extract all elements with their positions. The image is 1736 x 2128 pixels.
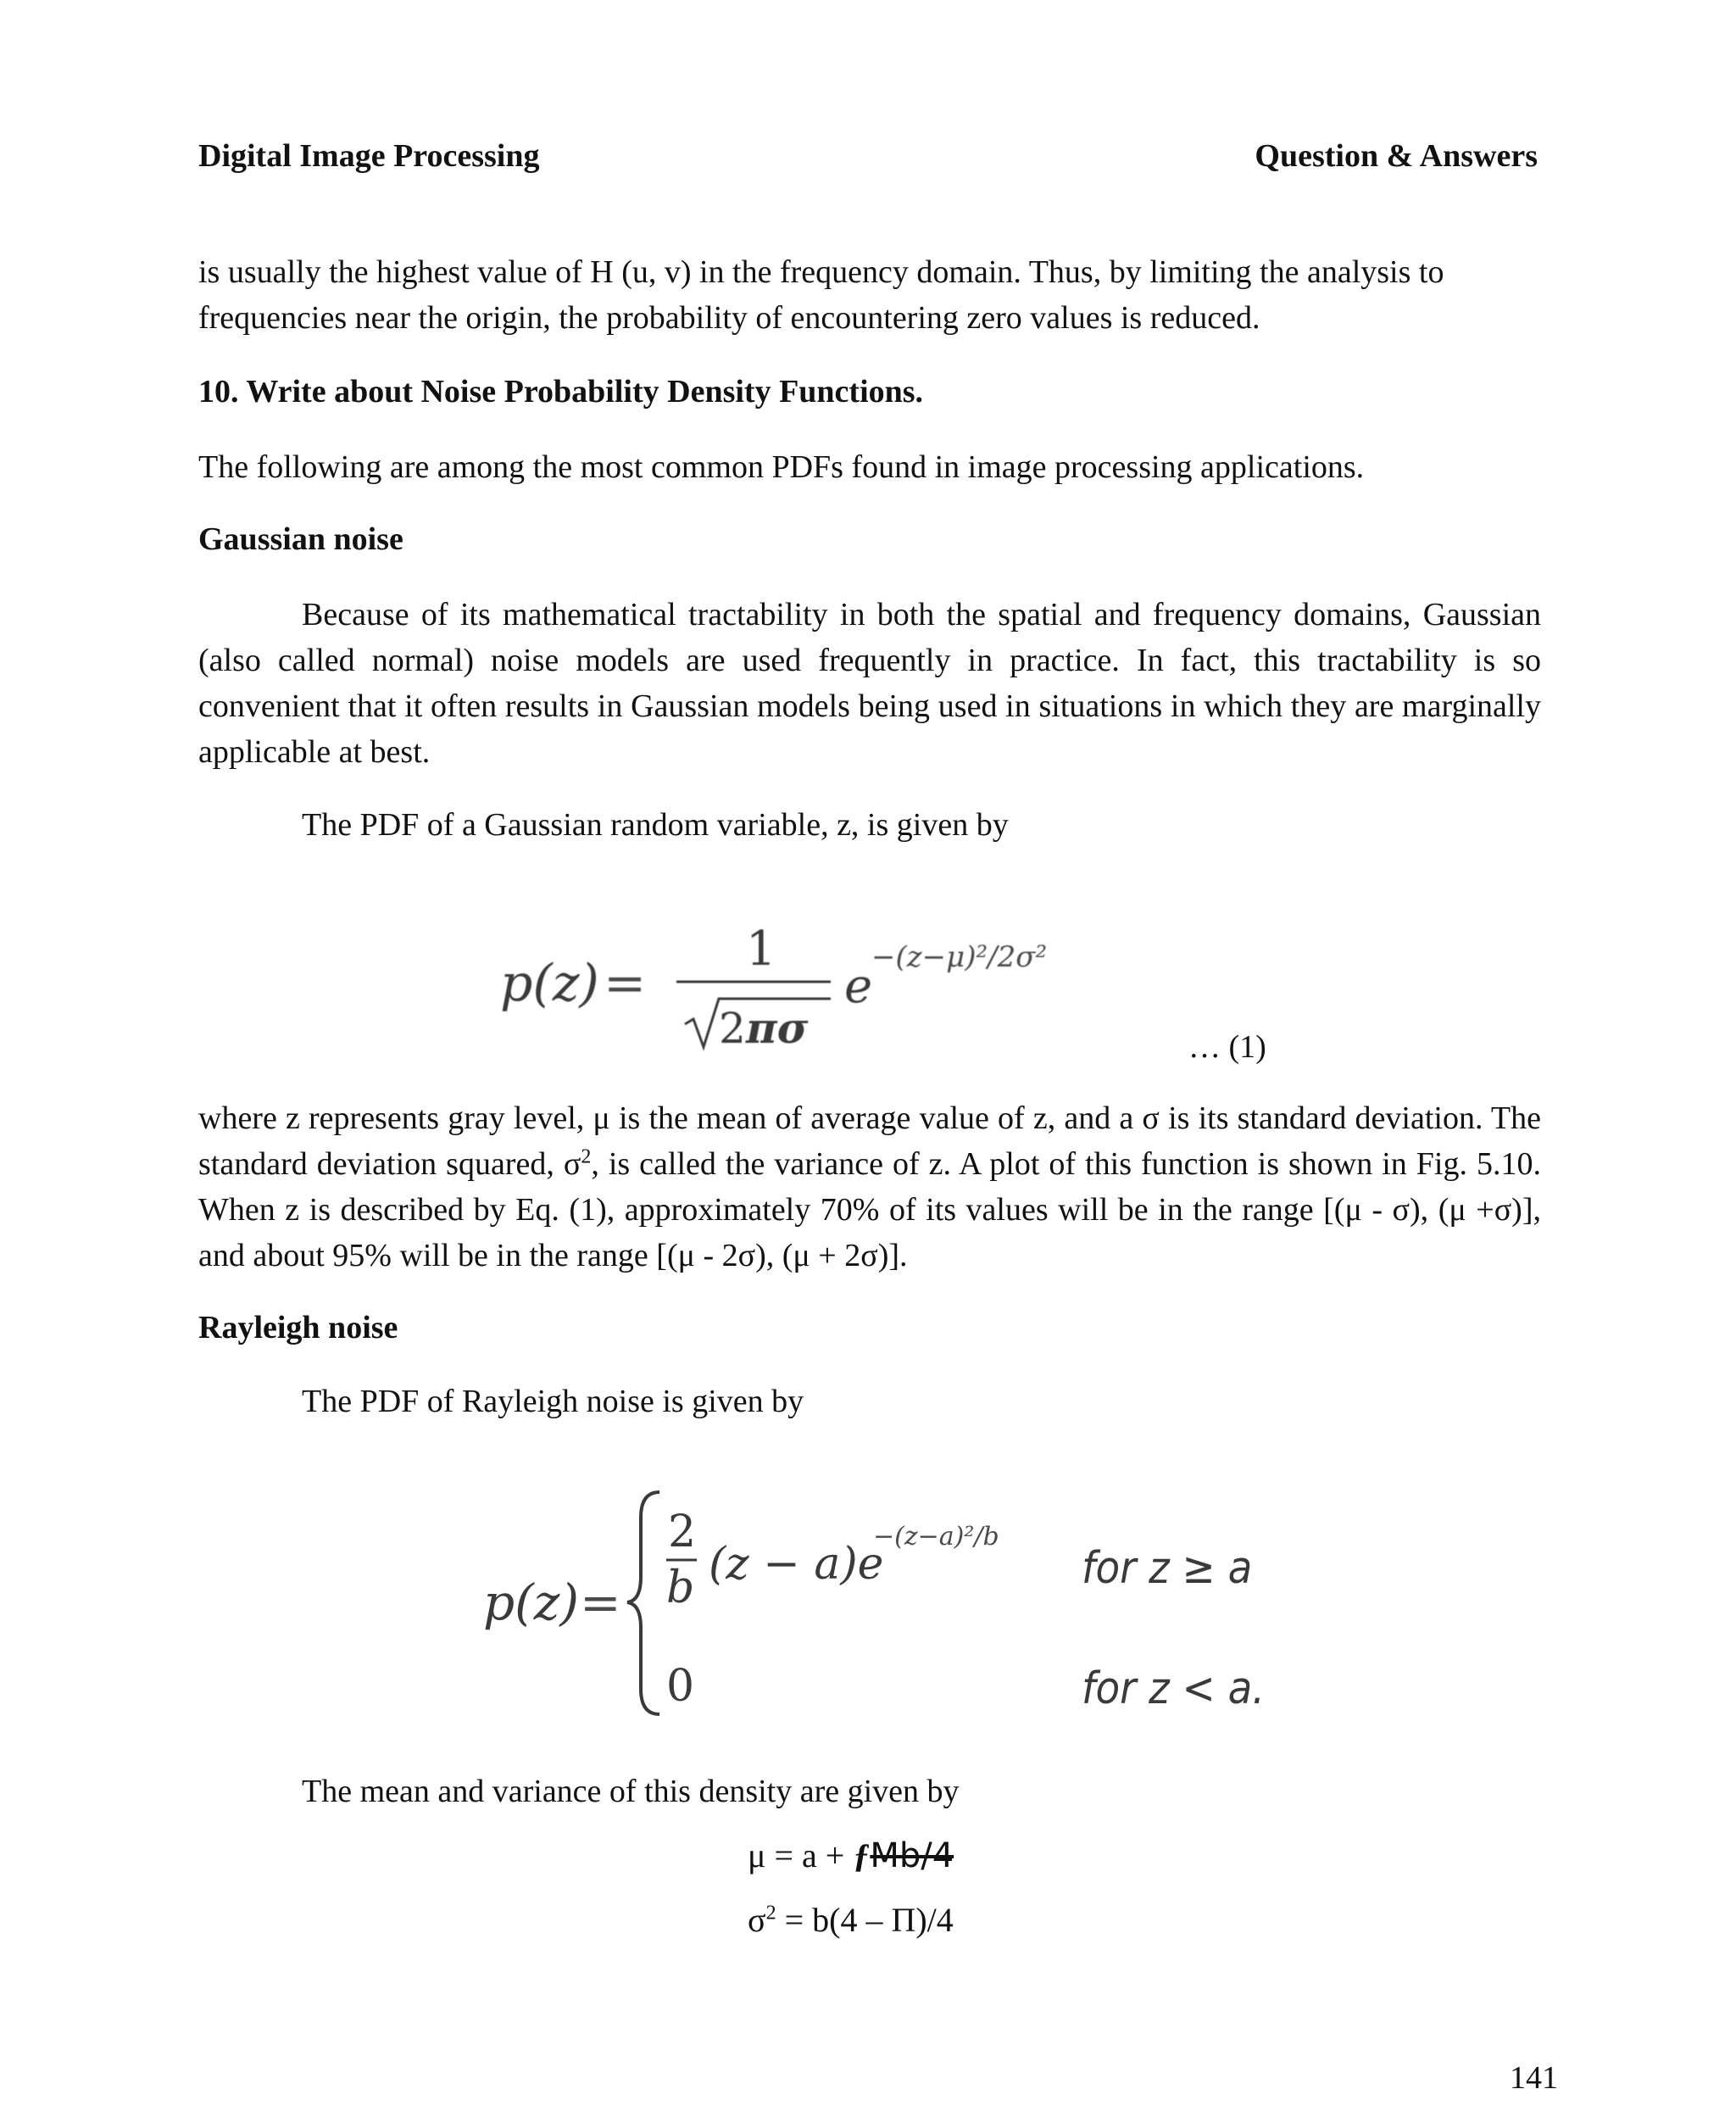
variance-sigma: σ (748, 1901, 766, 1939)
header-title-left: Digital Image Processing (198, 138, 540, 174)
gaussian-explanation (198, 1095, 1541, 1278)
rayleigh-pdf-intro: The PDF of Rayleigh noise is given by (302, 1384, 804, 1419)
equation-label: … (1) (1188, 1029, 1266, 1065)
rayleigh-heading: Rayleigh noise (198, 1310, 398, 1345)
page-number: 141 (1510, 2060, 1558, 2096)
svg-text:0: 0 (666, 1661, 695, 1712)
variance-superscript: 2 (765, 1902, 776, 1925)
svg-text:p(z): p(z) (500, 954, 599, 1013)
svg-text:2: 2 (668, 1507, 697, 1557)
question-heading: 10. Write about Noise Probability Density Functions. (198, 374, 924, 409)
mean-struck-text: Mb/4 (870, 1836, 954, 1875)
svg-text:−(z−a)²/b: −(z−a)²/b (873, 1522, 999, 1551)
sigma-superscript: 2 (581, 1145, 592, 1168)
svg-text:e: e (844, 959, 873, 1014)
svg-text:(z − a)e: (z − a)e (709, 1539, 884, 1590)
svg-text:πσ: πσ (746, 1003, 809, 1053)
svg-text:2: 2 (719, 1004, 746, 1053)
mean-sqrt-glyph: ƒ (853, 1836, 871, 1875)
svg-text:−(z−μ)²/2σ²: −(z−μ)²/2σ² (871, 940, 1048, 974)
svg-text:=: = (580, 1574, 621, 1631)
continued-paragraph: is usually the highest value of H (u, v) in the frequency domain. Thus, by limiting the analysis to frequencies near the origin, the probability of encountering zero values is reduced. (198, 254, 1444, 336)
gaussian-heading: Gaussian noise (198, 521, 403, 557)
explanation-part-1: where z represents gray level, μ is the mean of average value of z, and a σ is its standard deviation. The standard deviation squared, σ (198, 1100, 1541, 1182)
mean-prefix: μ = a + (748, 1836, 854, 1875)
svg-text:1: 1 (746, 922, 776, 977)
svg-text:b: b (666, 1563, 695, 1613)
gaussian-formula (492, 907, 1102, 1060)
rayleigh-formula (475, 1475, 1288, 1730)
rayleigh-variance-formula (748, 1897, 954, 1943)
rayleigh-case-2-condition: for z < a. (1082, 1663, 1266, 1714)
gaussian-formula-graphic (492, 907, 1102, 1060)
intro-text: The following are among the most common PDFs found in image processing applications. (198, 449, 1365, 485)
header-title-right: Question & Answers (1255, 138, 1538, 174)
gaussian-paragraph: Because of its mathematical tractability in both the spatial and frequency domains, Gaussian (also called normal) noise models are used frequently in practice. In fact, this tractability is so convenient that it often results in Gaussian models being used in situations in which they are marginally applicable at best. (198, 597, 1541, 770)
svg-text:=: = (604, 954, 647, 1013)
explanation-part-2: , is called the variance of z. A plot of this function is shown in Fig. 5.10. When z is described by Eq. (1), approximately 70% of its values will be in the range [(μ - σ), (μ +σ)], and about 95% will be in the range [(μ - 2σ), (μ + 2σ)]. (198, 1146, 1541, 1273)
variance-rest: = b(4 – Π)/4 (776, 1901, 954, 1939)
rayleigh-case-1-condition: for z ≥ a (1082, 1543, 1253, 1594)
rayleigh-mean-formula (748, 1833, 954, 1879)
mean-variance-intro: The mean and variance of this density are given by (302, 1774, 960, 1809)
gaussian-pdf-intro: The PDF of a Gaussian random variable, z, is given by (302, 807, 1009, 843)
svg-text:p(z): p(z) (483, 1574, 579, 1631)
